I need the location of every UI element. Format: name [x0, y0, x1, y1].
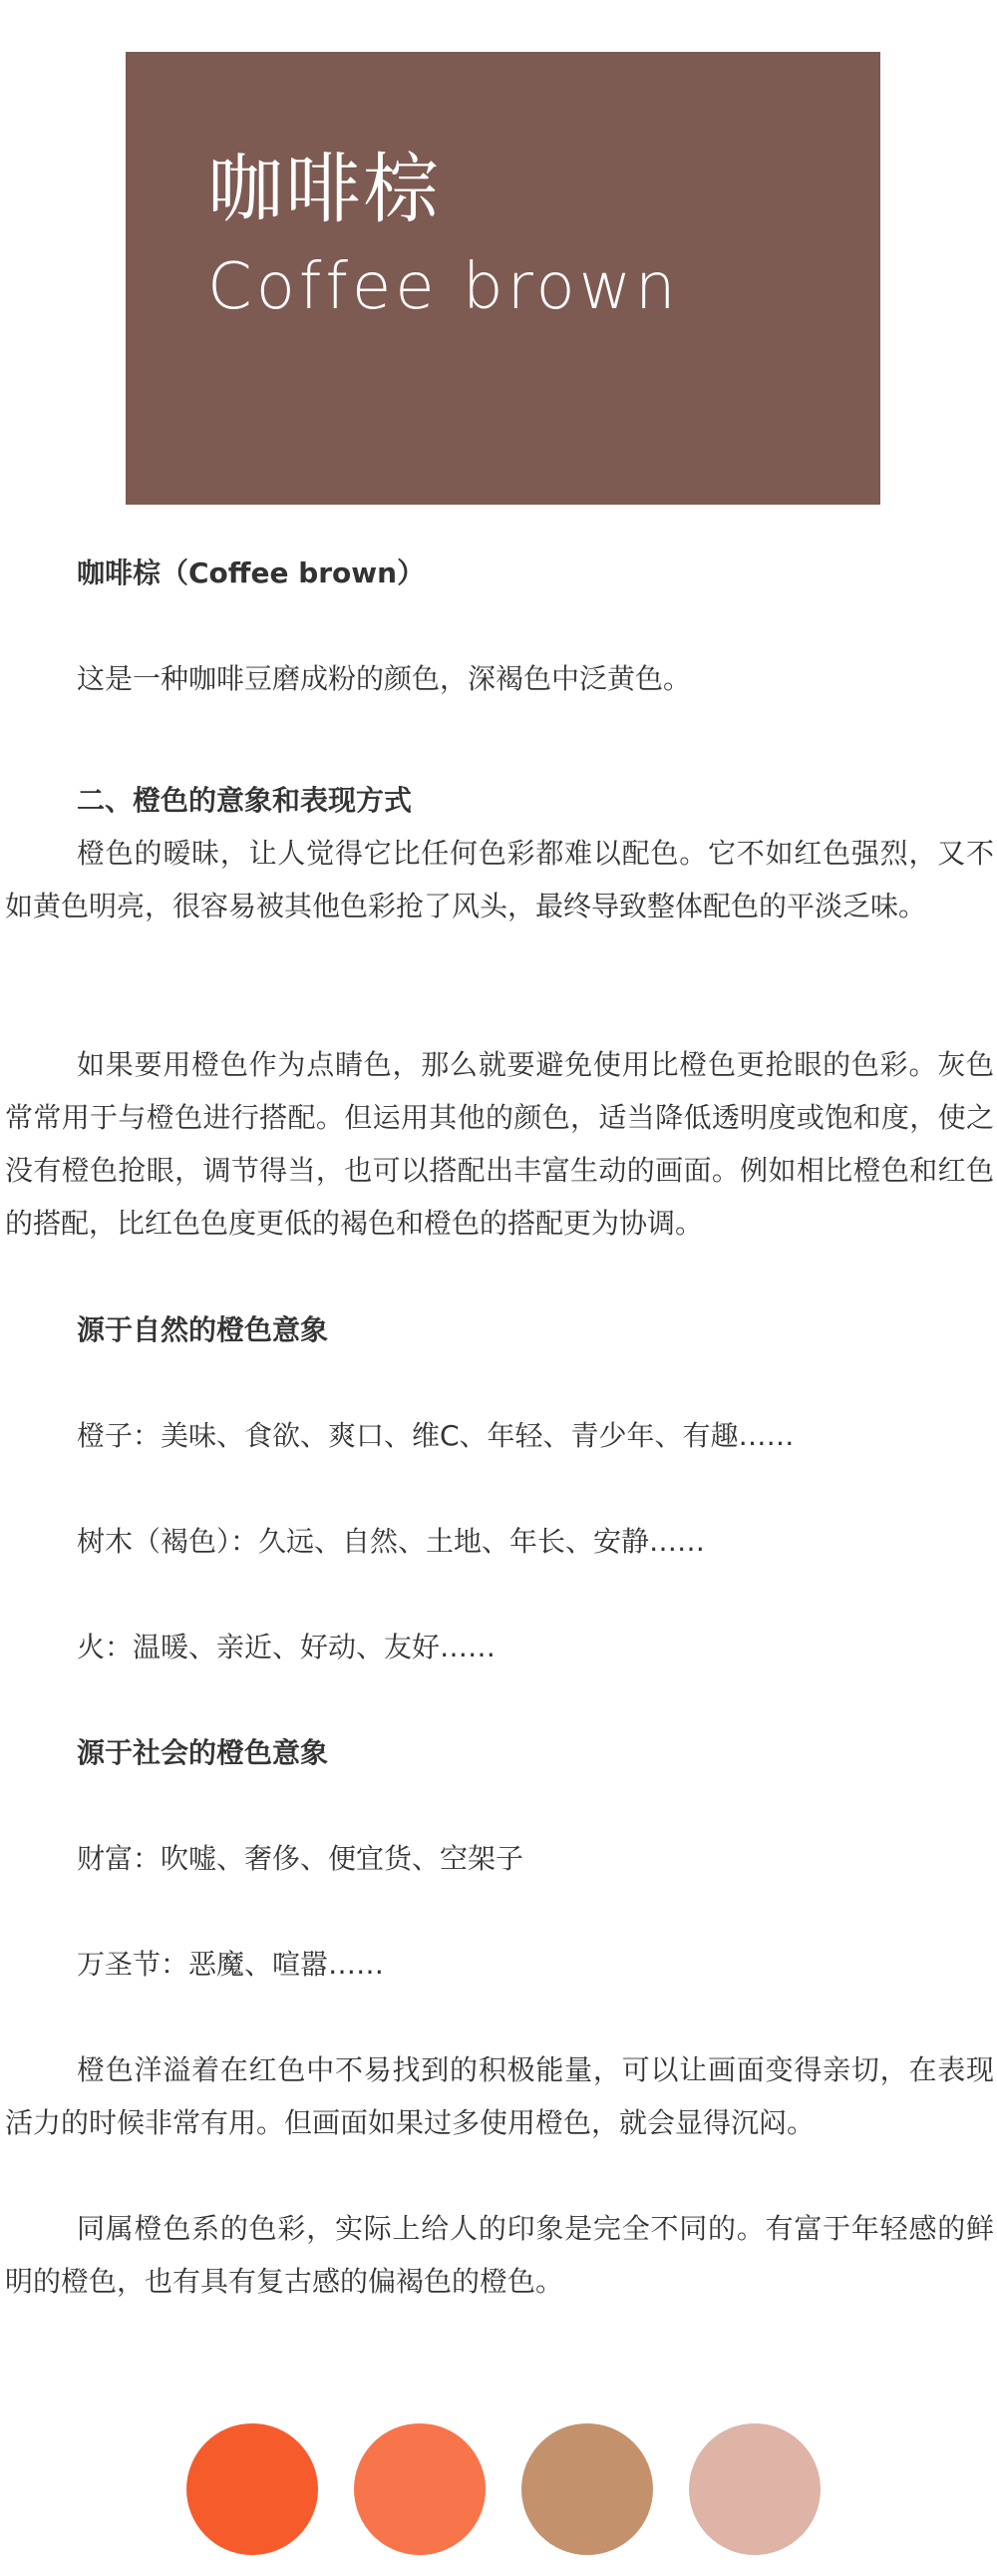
color-description: 这是一种咖啡豆磨成粉的颜色，深褐色中泛黄色。 — [77, 662, 692, 695]
color-swatch-light-orange — [354, 2423, 486, 2555]
paragraph-orange-family: 同属橙色系的色彩，实际上给人的印象是完全不同的。有富于年轻感的鲜明的橙色，也有具有复古感的偏褐色的橙色。 — [5, 2212, 994, 2298]
paragraph-accent-color: 如果要用橙色作为点睛色，那么就要避免使用比橙色更抢眼的色彩。灰色常常用于与橙色进行搭配。但运用其他的颜色，适当降低透明度或饱和度，使之没有橙色抢眼，调节得当，也可以搭配出丰富生动的画面。例如相比橙色和红色的搭配，比红色色度更低的褐色和橙色的搭配更为协调。 — [5, 1048, 994, 1240]
hero-title-chinese: 咖啡棕 — [207, 145, 441, 233]
list-item-tree: 树木（褐色）：久远、自然、土地、年长、安静…… — [77, 1525, 706, 1558]
list-item-orange: 橙子：美味、食欲、爽口、维C、年轻、青少年、有趣…… — [77, 1419, 795, 1452]
hero-title-english: Coffee brown — [207, 250, 680, 324]
color-swatch-pale-rose — [689, 2423, 821, 2555]
color-swatch-tan-brown — [521, 2423, 653, 2555]
hero-color-card — [126, 52, 880, 505]
section-heading-orange-imagery: 二、橙色的意象和表现方式 — [77, 784, 413, 817]
subheading-social-imagery: 源于社会的橙色意象 — [77, 1736, 329, 1769]
color-swatch-vivid-orange — [186, 2423, 318, 2555]
list-item-fire: 火：温暖、亲近、好动、友好…… — [77, 1631, 497, 1663]
list-item-halloween: 万圣节：恶魔、喧嚣…… — [77, 1948, 385, 1981]
list-item-wealth: 财富：吹嘘、奢侈、便宜货、空架子 — [77, 1842, 524, 1875]
paragraph-positive-energy: 橙色洋溢着在红色中不易找到的积极能量，可以让画面变得亲切，在表现活力的时候非常有用。但画面如果过多使用橙色，就会显得沉闷。 — [5, 2053, 994, 2139]
paragraph-orange-ambiguity: 橙色的暧昧，让人觉得它比任何色彩都难以配色。它不如红色强烈，又不如黄色明亮，很容易被其他色彩抢了风头，最终导致整体配色的平淡乏味。 — [5, 837, 994, 922]
subheading-natural-imagery: 源于自然的橙色意象 — [77, 1313, 329, 1346]
color-name-heading: 咖啡棕（Coffee brown） — [77, 556, 426, 589]
